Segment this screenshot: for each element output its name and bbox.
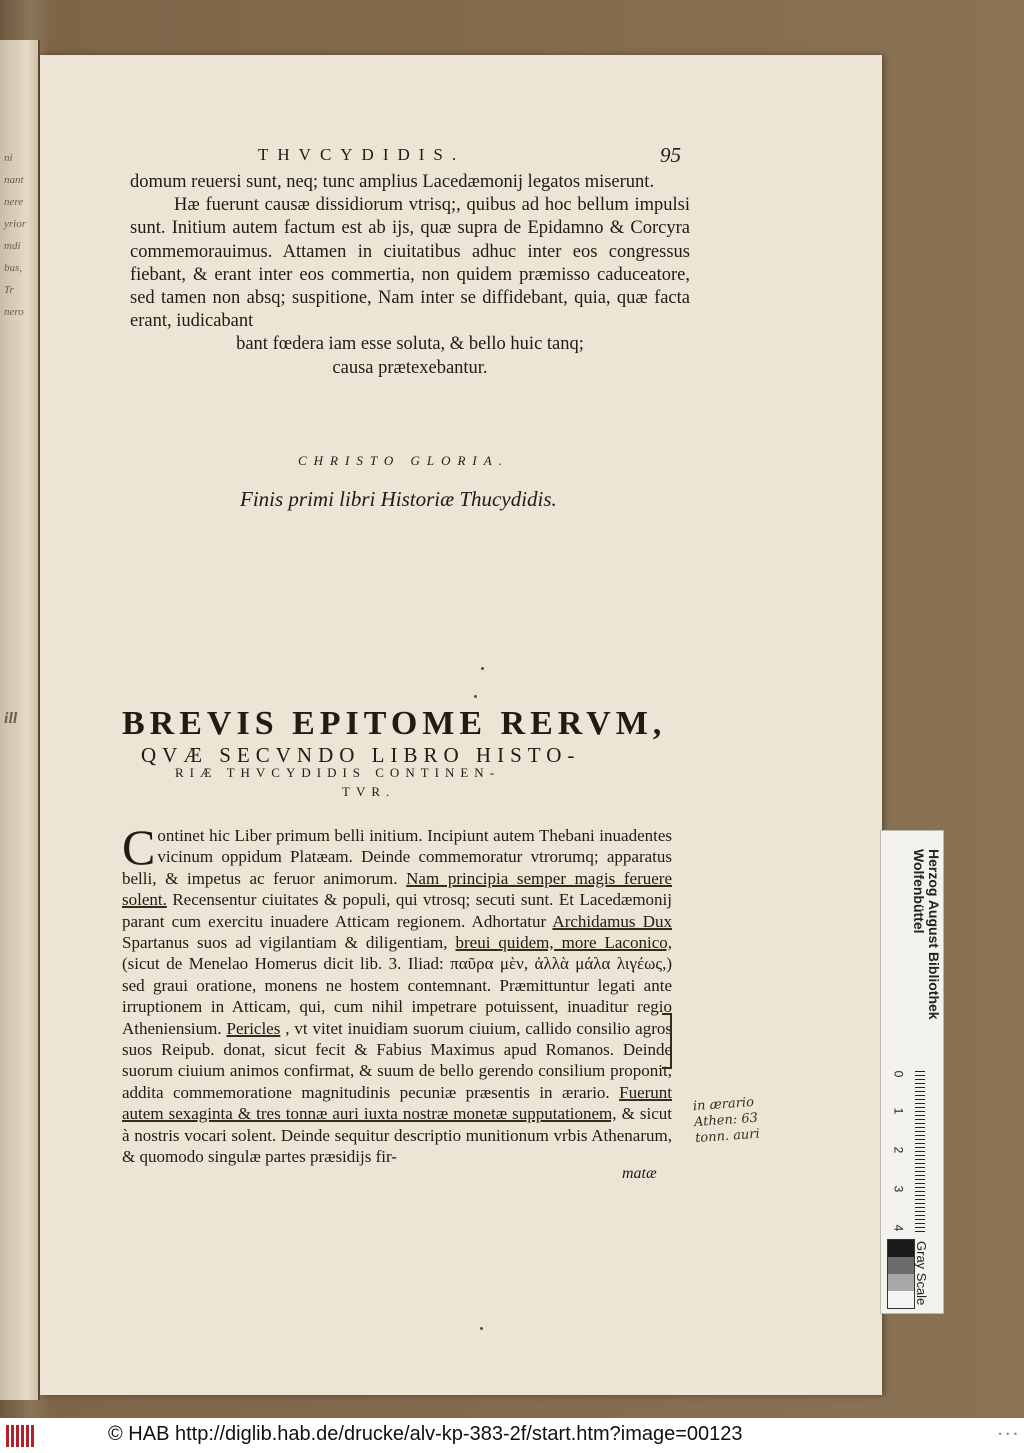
underlined-passage: Archidamus Dux: [552, 911, 672, 931]
underlined-passage: Pericles: [226, 1018, 281, 1038]
note-line: Athen: 63: [693, 1110, 759, 1131]
margin-fragment: nant: [4, 174, 24, 186]
library-name-line: Wolfenbüttel: [911, 849, 927, 934]
margin-fragment: nere: [4, 196, 24, 208]
gray-scale-swatches: [887, 1239, 915, 1309]
margin-fragment: yrior: [4, 218, 26, 230]
text-run: & sicut à nostris vocari solent. Deinde sequitur descriptio munitionum vrbis Athenarum, & quomodo singulæ partes præsidijs fir-: [122, 1104, 672, 1167]
hab-logo-icon: [6, 1425, 42, 1447]
ink-speck: [474, 695, 477, 698]
drop-cap: C: [122, 819, 156, 875]
note-line: in ærario: [692, 1094, 755, 1115]
running-head: THVCYDIDIS.: [258, 145, 466, 164]
copyright-url[interactable]: © HAB http://diglib.hab.de/drucke/alv-kp-383-2f/start.htm?image=00123: [108, 1423, 743, 1445]
gray-swatch: [888, 1257, 914, 1274]
catchword: matæ: [622, 1165, 657, 1182]
finis-line: Finis primi libri Historiæ Thucydidis.: [240, 487, 557, 511]
ink-speck: [480, 1327, 483, 1330]
margin-fragment: nero: [4, 306, 24, 318]
epitome-subtitle: TVR.: [342, 784, 396, 799]
ruler-number: 1: [891, 1107, 906, 1115]
margin-fragment: Tr: [4, 284, 14, 296]
tail-line: causa prætexebantur.: [332, 357, 488, 378]
paragraph: domum reuersi sunt, neq; tunc amplius Lacedæmonij legatos miserunt.: [130, 172, 655, 192]
underlined-passage: breui quidem, more Laconico,: [455, 933, 672, 953]
text-run: Recensentur ciuitates & populi, qui vtrosq; secuti sunt. Et Lacedæmonij parant cum exercitu inuadere Atticam regionem. Adhortatur: [122, 890, 672, 931]
library-name-line: Herzog August Bibliothek: [926, 849, 942, 1020]
epitome-paragraph: [122, 819, 673, 1168]
gray-swatch: [888, 1240, 914, 1257]
note-line: tonn. auri: [694, 1126, 761, 1147]
ink-bracket: [662, 1013, 672, 1069]
tail-line: bant fœdera iam esse soluta, & bello huic tanq;: [236, 334, 584, 355]
epitome-subtitle: RIÆ THVCYDIDIS CONTINEN-: [175, 765, 501, 780]
ruler-number: 2: [891, 1146, 906, 1154]
book-page: [40, 55, 882, 1395]
text-run: ontinet hic Liber primum belli initium. Incipiunt autem Thebani inuadentes vicinum oppidum Platæam. Deinde commemoratur vtrorumq; apparatus belli, & impetus ac feruor animorum.: [122, 826, 672, 888]
text-run: (sicut de Menelao Homerus dicit lib. 3. Iliad: παῦρα μὲν, ἀλλὰ μάλα λιγέως,) sed graui oratione, monens ne hostem contemnant. Præmittuntur legati ante irruptionem in Atticam, qui, cum nihil impetrare potuissent, inuaditur regio Atheniensium.: [122, 954, 672, 1038]
ruler-number: 4: [891, 1224, 906, 1232]
gray-scale-label: Gray Scale: [914, 1241, 929, 1306]
epitome-title: BREVIS EPITOME RERVM,: [122, 705, 667, 742]
underlined-passage: Nam principia semper magis feruere solent.: [122, 868, 673, 910]
ruler: [915, 1071, 925, 1235]
margin-fragment: ni: [4, 152, 13, 164]
facing-page-edge: [0, 40, 40, 1400]
color-scale-card: [880, 830, 944, 1314]
margin-mark: ill: [4, 710, 18, 727]
ruler-number: 0: [891, 1070, 906, 1078]
christo-gloria: CHRISTO GLORIA.: [298, 453, 509, 468]
margin-fragment: bus,: [4, 262, 23, 274]
text-run: , vt vitet inuidiam suorum ciuium, callido consilio agros suos Reipub. donat, sicut fecit & Fabius Maximus apud Romanos. Deinde suorum ciuium animos confirmat, & suum de bello gerendo consilium proponit, addita commemoratione magnitudinis pecuniæ præsentis in ærario.: [122, 1018, 672, 1102]
folio-number: 95: [660, 143, 681, 167]
footer-bar: [0, 1418, 1024, 1453]
paragraph: Hæ fuerunt causæ dissidiorum vtrisq;, quibus ad hoc bellum impulsi sunt. Initium autem factum est ab ijs, quæ supra de Epidamno & Corcyra commemorauimus. Attamen in ciuitatibus adhuc inter eos congressus fiebant, & erant inter eos commertia, non quidem præmisso caduceatore, sed tamen non absq; suspitione, Nam inter se diffidebant, quia, quæ facta erant, iudicabant: [130, 195, 690, 332]
ruler-number: 3: [891, 1185, 906, 1193]
margin-fragment: mdi: [4, 240, 21, 252]
text-run: Spartanus suos ad vigilantiam & diligentiam,: [122, 933, 456, 953]
ink-speck: [481, 667, 484, 670]
epitome-subtitle: QVÆ SECVNDO LIBRO HISTO-: [141, 743, 581, 767]
closing-text: [130, 171, 690, 380]
handwritten-note: [692, 1091, 815, 1147]
gray-swatch: [888, 1274, 914, 1291]
gray-swatch: [888, 1291, 914, 1308]
underlined-passage: Fuerunt autem sexaginta & tres tonnæ auri iuxta nostræ monetæ supputationem,: [122, 1082, 672, 1124]
scan-dots: • • •: [998, 1429, 1018, 1439]
